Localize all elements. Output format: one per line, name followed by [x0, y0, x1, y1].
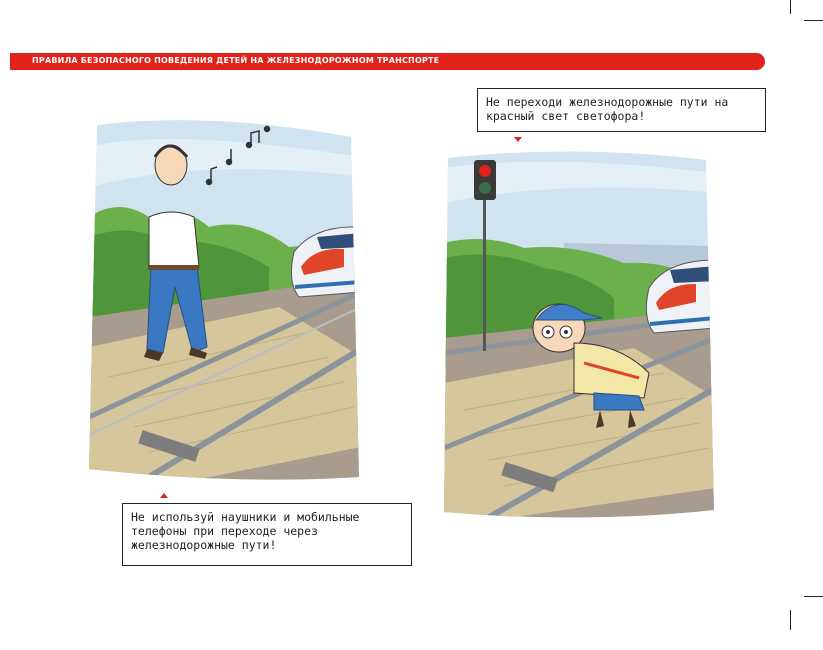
caption-pointer [160, 493, 168, 498]
caption-pointer [514, 137, 522, 142]
page-title: ПРАВИЛА БЕЗОПАСНОГО ПОВЕДЕНИЯ ДЕТЕЙ НА ЖЕЛЕЗНОДОРОЖНОМ ТРАНСПОРТЕ [32, 56, 440, 65]
crop-mark [804, 596, 823, 597]
header-banner [10, 53, 765, 70]
illustration-headphones [89, 117, 361, 489]
illustration-traffic-light [444, 148, 716, 520]
caption-traffic-light [477, 88, 766, 132]
crop-mark [790, 610, 791, 630]
crop-mark [790, 0, 791, 14]
crop-mark [804, 20, 823, 21]
caption-headphones [122, 503, 412, 566]
caption-headphones-text: Не используй наушники и мобильные телефоны при переходе через железнодорожные пути! [131, 510, 360, 552]
caption-traffic-light-text: Не переходи железнодорожные пути на красный свет светофора! [486, 95, 729, 123]
